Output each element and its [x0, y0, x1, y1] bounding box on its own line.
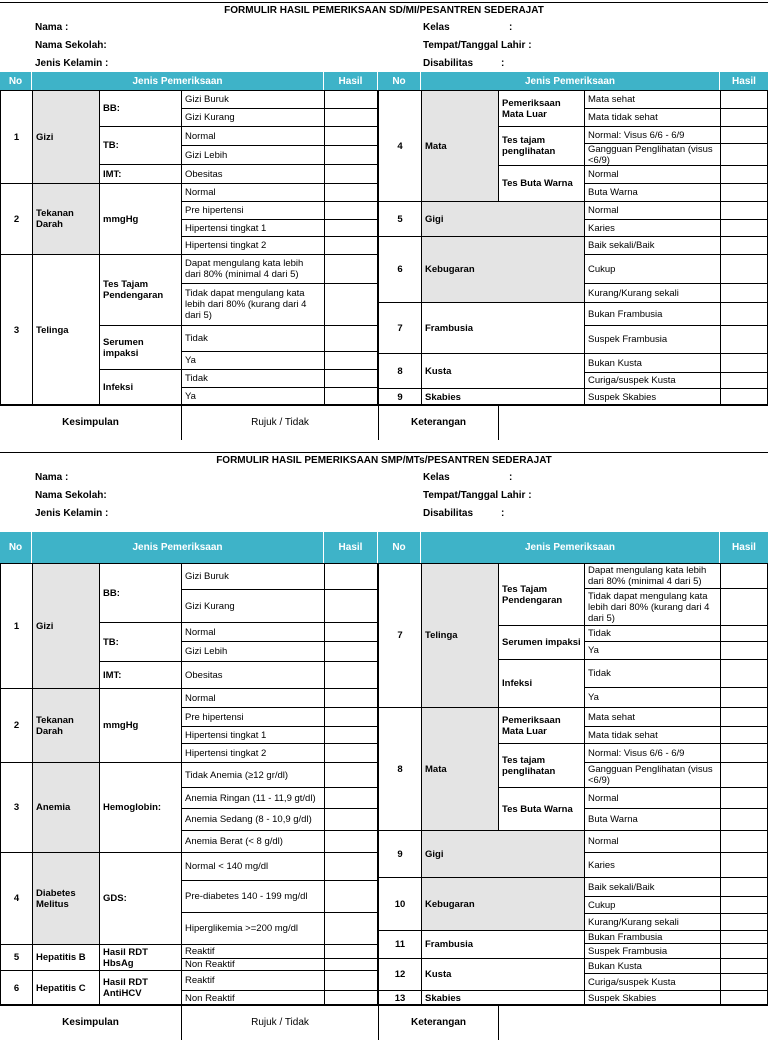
option-cell: Karies [584, 852, 720, 877]
result-cell[interactable] [324, 958, 378, 970]
exam-sub-0: mmgHg [99, 183, 181, 254]
result-cell[interactable] [720, 325, 768, 353]
option-cell: Hipertensi tingkat 2 [181, 236, 324, 254]
result-cell[interactable] [324, 90, 378, 108]
col-header-hasil: Hasil [324, 532, 378, 563]
label-jenis-kelamin: Jenis Kelamin : [35, 508, 109, 519]
exam-sub-1: TB: [99, 126, 181, 164]
row-number: 10 [378, 877, 421, 930]
col-header-hasil: Hasil [720, 532, 768, 563]
form-top-rule [0, 452, 768, 453]
result-cell[interactable] [324, 830, 378, 852]
exam-sub-2: Infeksi [99, 369, 181, 405]
option-cell: Mata sehat [584, 90, 720, 108]
label-kelas-colon: : [509, 22, 513, 33]
option-cell: Hiperglikemia >=200 mg/dl [181, 912, 324, 944]
option-cell: Normal: Visus 6/6 - 6/9 [584, 126, 720, 143]
exam-name: Telinga [32, 254, 99, 405]
option-cell: Buta Warna [584, 183, 720, 201]
row-number: 11 [378, 930, 421, 958]
option-cell: Non Reaktif [181, 958, 324, 970]
row-number: 5 [378, 201, 421, 236]
row-number: 2 [0, 183, 32, 254]
result-cell[interactable] [720, 930, 768, 943]
option-cell: Karies [584, 219, 720, 236]
col-header-jenis: Jenis Pemeriksaan [32, 532, 324, 563]
label-tempat-lahir: Tempat/Tanggal Lahir : [423, 40, 532, 51]
option-cell: Anemia Sedang (8 - 10,9 g/dl) [181, 808, 324, 830]
option-cell: Dapat mengulang kata lebih dari 80% (minimal 4 dari 5) [584, 563, 720, 588]
exam-sub-0: Tes Tajam Pendengaran [498, 563, 584, 625]
result-cell[interactable] [324, 970, 378, 990]
exam-sub-1: TB: [99, 622, 181, 661]
result-cell[interactable] [720, 353, 768, 372]
form-title: FORMULIR HASIL PEMERIKSAAN SMP/MTs/PESANTREN SEDERAJAT [216, 455, 552, 466]
row-number: 1 [0, 563, 32, 688]
col-header-hasil: Hasil [720, 72, 768, 90]
result-cell[interactable] [720, 388, 768, 405]
option-cell: Normal: Visus 6/6 - 6/9 [584, 743, 720, 762]
option-cell: Bukan Frambusia [584, 302, 720, 325]
exam-name: Telinga [421, 563, 498, 707]
keterangan-label: Keterangan [378, 405, 498, 440]
exam-name: Gigi [421, 830, 584, 877]
option-cell: Tidak [181, 369, 324, 387]
result-cell[interactable] [720, 896, 768, 913]
result-cell[interactable] [720, 201, 768, 219]
row-number: 4 [0, 852, 32, 944]
result-cell[interactable] [720, 143, 768, 165]
option-cell: Tidak Anemia (≥12 gr/dl) [181, 762, 324, 787]
result-cell[interactable] [720, 659, 768, 687]
result-cell[interactable] [720, 283, 768, 302]
option-cell: Normal [181, 688, 324, 707]
label-kelas-colon: : [509, 472, 513, 483]
label-nama-sekolah: Nama Sekolah: [35, 40, 107, 51]
result-cell[interactable] [720, 830, 768, 852]
form-top-rule [0, 2, 768, 3]
exam-sub-0: Pemeriksaan Mata Luar [498, 707, 584, 743]
row-number: 3 [0, 254, 32, 405]
row-number: 2 [0, 688, 32, 762]
result-cell[interactable] [324, 912, 378, 944]
col-header-jenis: Jenis Pemeriksaan [421, 72, 720, 90]
option-cell: Kurang/Kurang sekali [584, 913, 720, 930]
exam-sub-1: Tes tajam penglihatan [498, 126, 584, 165]
label-kelas: Kelas [423, 472, 450, 483]
result-cell[interactable] [720, 372, 768, 388]
exam-name: Kusta [421, 958, 584, 990]
exam-name: Kebugaran [421, 236, 584, 302]
result-cell[interactable] [324, 183, 378, 201]
row-number: 3 [0, 762, 32, 852]
option-cell: Baik sekali/Baik [584, 236, 720, 254]
exam-sub-0: BB: [99, 563, 181, 622]
result-cell[interactable] [324, 126, 378, 145]
exam-name: Tekanan Darah [32, 688, 99, 762]
result-cell[interactable] [324, 787, 378, 808]
label-nama-sekolah: Nama Sekolah: [35, 490, 107, 501]
option-cell: Bukan Kusta [584, 958, 720, 973]
row-number: 13 [378, 990, 421, 1005]
option-cell: Hipertensi tingkat 1 [181, 219, 324, 236]
option-cell: Gizi Buruk [181, 90, 324, 108]
option-cell: Hipertensi tingkat 1 [181, 726, 324, 743]
exam-name: Gizi [32, 563, 99, 688]
label-disabilitas: Disabilitas [423, 58, 474, 69]
option-cell: Ya [584, 687, 720, 707]
col-header-no: No [378, 72, 421, 90]
option-cell: Suspek Frambusia [584, 325, 720, 353]
exam-sub-1: Serumen impaksi [498, 625, 584, 659]
row-number: 7 [378, 302, 421, 353]
result-cell[interactable] [324, 622, 378, 641]
exam-sub-0: mmgHg [99, 688, 181, 762]
result-cell[interactable] [720, 913, 768, 930]
result-cell[interactable] [720, 726, 768, 743]
exam-sub-0: Hemoglobin: [99, 762, 181, 852]
result-cell[interactable] [324, 164, 378, 183]
exam-sub-2: Infeksi [498, 659, 584, 707]
result-cell[interactable] [324, 201, 378, 219]
result-cell[interactable] [324, 254, 378, 283]
row-number: 9 [378, 388, 421, 405]
option-cell: Tidak [181, 325, 324, 351]
option-cell: Pre hipertensi [181, 707, 324, 726]
option-cell: Mata sehat [584, 707, 720, 726]
option-cell: Normal [181, 126, 324, 145]
option-cell: Tidak dapat mengulang kata lebih dari 80% (kurang dari 4 dari 5) [181, 283, 324, 325]
label-disabilitas-colon: : [501, 508, 505, 519]
option-cell: Cukup [584, 896, 720, 913]
option-cell: Bukan Frambusia [584, 930, 720, 943]
exam-sub-0: BB: [99, 90, 181, 126]
col-header-no: No [0, 72, 32, 90]
exam-name: Mata [421, 90, 498, 201]
result-cell[interactable] [324, 808, 378, 830]
result-cell[interactable] [324, 762, 378, 787]
exam-sub-0: Pemeriksaan Mata Luar [498, 90, 584, 126]
result-cell[interactable] [720, 219, 768, 236]
option-cell: Ya [181, 387, 324, 405]
option-cell: Dapat mengulang kata lebih dari 80% (minimal 4 dari 5) [181, 254, 324, 283]
label-jenis-kelamin: Jenis Kelamin : [35, 58, 109, 69]
col-header-no: No [0, 532, 32, 563]
exam-sub-2: IMT: [99, 164, 181, 183]
result-cell[interactable] [720, 958, 768, 973]
option-cell: Gizi Lebih [181, 641, 324, 661]
result-cell[interactable] [720, 808, 768, 830]
option-cell: Suspek Frambusia [584, 943, 720, 958]
result-cell[interactable] [324, 743, 378, 762]
exam-name: Diabetes Melitus [32, 852, 99, 944]
result-cell[interactable] [720, 787, 768, 808]
result-cell[interactable] [720, 183, 768, 201]
option-cell: Normal < 140 mg/dl [181, 852, 324, 880]
result-cell[interactable] [720, 588, 768, 625]
exam-name: Skabies [421, 388, 584, 405]
result-cell[interactable] [324, 145, 378, 164]
result-cell[interactable] [324, 641, 378, 661]
option-cell: Ya [181, 351, 324, 369]
bottom-rule [0, 405, 768, 406]
exam-name: Kusta [421, 353, 584, 388]
label-nama: Nama : [35, 22, 69, 33]
option-cell: Tidak [584, 625, 720, 641]
result-cell[interactable] [720, 973, 768, 990]
row-number: 4 [378, 90, 421, 201]
result-cell[interactable] [720, 762, 768, 787]
result-cell[interactable] [324, 325, 378, 351]
label-disabilitas: Disabilitas [423, 508, 474, 519]
col-header-jenis: Jenis Pemeriksaan [421, 532, 720, 563]
result-cell[interactable] [720, 236, 768, 254]
exam-sub-0: Tes Tajam Pendengaran [99, 254, 181, 325]
exam-sub-1: Tes tajam penglihatan [498, 743, 584, 787]
option-cell: Cukup [584, 254, 720, 283]
option-cell: Suspek Skabies [584, 990, 720, 1005]
option-cell: Obesitas [181, 164, 324, 183]
row-number: 8 [378, 353, 421, 388]
result-cell[interactable] [324, 351, 378, 369]
result-cell[interactable] [720, 302, 768, 325]
col-header-jenis: Jenis Pemeriksaan [32, 72, 324, 90]
row-number: 8 [378, 707, 421, 830]
option-cell: Non Reaktif [181, 990, 324, 1005]
result-cell[interactable] [324, 944, 378, 958]
option-cell: Gangguan Penglihatan (visus <6/9) [584, 762, 720, 787]
option-cell: Obesitas [181, 661, 324, 688]
result-cell[interactable] [324, 726, 378, 743]
option-cell: Gangguan Penglihatan (visus <6/9) [584, 143, 720, 165]
result-cell[interactable] [720, 625, 768, 641]
result-cell[interactable] [720, 108, 768, 126]
exam-name: Kebugaran [421, 877, 584, 930]
col-header-no: No [378, 532, 421, 563]
result-cell[interactable] [720, 687, 768, 707]
result-cell[interactable] [720, 90, 768, 108]
result-cell[interactable] [324, 707, 378, 726]
label-tempat-lahir: Tempat/Tanggal Lahir : [423, 490, 532, 501]
exam-sub-2: IMT: [99, 661, 181, 688]
result-cell[interactable] [324, 589, 378, 622]
option-cell: Normal [584, 830, 720, 852]
option-cell: Ya [584, 641, 720, 659]
result-cell[interactable] [720, 990, 768, 1005]
row-number: 7 [378, 563, 421, 707]
option-cell: Hipertensi tingkat 2 [181, 743, 324, 762]
result-cell[interactable] [720, 126, 768, 143]
result-cell[interactable] [324, 236, 378, 254]
option-cell: Normal [181, 622, 324, 641]
result-cell[interactable] [324, 990, 378, 1005]
row-number: 5 [0, 944, 32, 970]
exam-name: Frambusia [421, 302, 584, 353]
result-cell[interactable] [720, 254, 768, 283]
option-cell: Pre hipertensi [181, 201, 324, 219]
option-cell: Anemia Ringan (11 - 11,9 gt/dl) [181, 787, 324, 808]
result-cell[interactable] [324, 283, 378, 325]
row-number: 12 [378, 958, 421, 990]
result-cell[interactable] [324, 387, 378, 405]
option-cell: Reaktif [181, 970, 324, 990]
keterangan-label: Keterangan [378, 1005, 498, 1040]
result-cell[interactable] [720, 707, 768, 726]
exam-sub-0: GDS: [99, 852, 181, 944]
label-disabilitas-colon: : [501, 58, 505, 69]
option-cell: Buta Warna [584, 808, 720, 830]
bottom-rule [0, 1005, 768, 1006]
kesimpulan-label: Kesimpulan [62, 1017, 119, 1028]
option-cell: Normal [584, 165, 720, 183]
option-cell: Curiga/suspek Kusta [584, 372, 720, 388]
result-cell[interactable] [324, 688, 378, 707]
option-cell: Anemia Berat (< 8 g/dl) [181, 830, 324, 852]
result-cell[interactable] [720, 743, 768, 762]
option-cell: Gizi Kurang [181, 589, 324, 622]
option-cell: Mata tidak sehat [584, 108, 720, 126]
option-cell: Tidak [584, 659, 720, 687]
exam-name: Frambusia [421, 930, 584, 958]
rujuk-field[interactable]: Rujuk / Tidak [181, 405, 378, 440]
result-cell[interactable] [720, 852, 768, 877]
result-cell[interactable] [720, 641, 768, 659]
result-cell[interactable] [720, 165, 768, 183]
row-number: 6 [0, 970, 32, 1005]
option-cell: Reaktif [181, 944, 324, 958]
form-title: FORMULIR HASIL PEMERIKSAAN SD/MI/PESANTREN SEDERAJAT [224, 5, 544, 16]
result-cell[interactable] [324, 219, 378, 236]
result-cell[interactable] [324, 661, 378, 688]
exam-sub-1: Serumen impaksi [99, 325, 181, 369]
result-cell[interactable] [720, 943, 768, 958]
exam-name: Anemia [32, 762, 99, 852]
exam-name: Gizi [32, 90, 99, 183]
option-cell: Kurang/Kurang sekali [584, 283, 720, 302]
option-cell: Gizi Kurang [181, 108, 324, 126]
kesimpulan-label: Kesimpulan [62, 417, 119, 428]
option-cell: Bukan Kusta [584, 353, 720, 372]
option-cell: Tidak dapat mengulang kata lebih dari 80% (kurang dari 4 dari 5) [584, 588, 720, 625]
option-cell: Pre-diabetes 140 - 199 mg/dl [181, 880, 324, 912]
result-cell[interactable] [324, 563, 378, 589]
rujuk-field[interactable]: Rujuk / Tidak [181, 1005, 378, 1040]
exam-name: Gigi [421, 201, 584, 236]
exam-name: Hepatitis B [32, 944, 99, 970]
result-cell[interactable] [720, 877, 768, 896]
exam-sub-0: Hasil RDT HbsAg [99, 944, 181, 970]
row-number: 1 [0, 90, 32, 183]
exam-name: Tekanan Darah [32, 183, 99, 254]
option-cell: Gizi Lebih [181, 145, 324, 164]
result-cell[interactable] [324, 880, 378, 912]
option-cell: Normal [584, 201, 720, 219]
result-cell[interactable] [324, 852, 378, 880]
option-cell: Normal [584, 787, 720, 808]
keterangan-field[interactable] [498, 405, 768, 440]
exam-sub-2: Tes Buta Warna [498, 165, 584, 201]
label-nama: Nama : [35, 472, 69, 483]
result-cell[interactable] [324, 369, 378, 387]
exam-name: Mata [421, 707, 498, 830]
option-cell: Baik sekali/Baik [584, 877, 720, 896]
option-cell: Normal [181, 183, 324, 201]
row-number: 9 [378, 830, 421, 877]
option-cell: Gizi Buruk [181, 563, 324, 589]
keterangan-field[interactable] [498, 1005, 768, 1040]
col-header-hasil: Hasil [324, 72, 378, 90]
result-cell[interactable] [720, 563, 768, 588]
exam-name: Hepatitis C [32, 970, 99, 1005]
exam-sub-2: Tes Buta Warna [498, 787, 584, 830]
label-kelas: Kelas [423, 22, 450, 33]
exam-sub-0: Hasil RDT AntiHCV [99, 970, 181, 1005]
result-cell[interactable] [324, 108, 378, 126]
option-cell: Suspek Skabies [584, 388, 720, 405]
row-number: 6 [378, 236, 421, 302]
exam-name: Skabies [421, 990, 584, 1005]
option-cell: Mata tidak sehat [584, 726, 720, 743]
option-cell: Curiga/suspek Kusta [584, 973, 720, 990]
